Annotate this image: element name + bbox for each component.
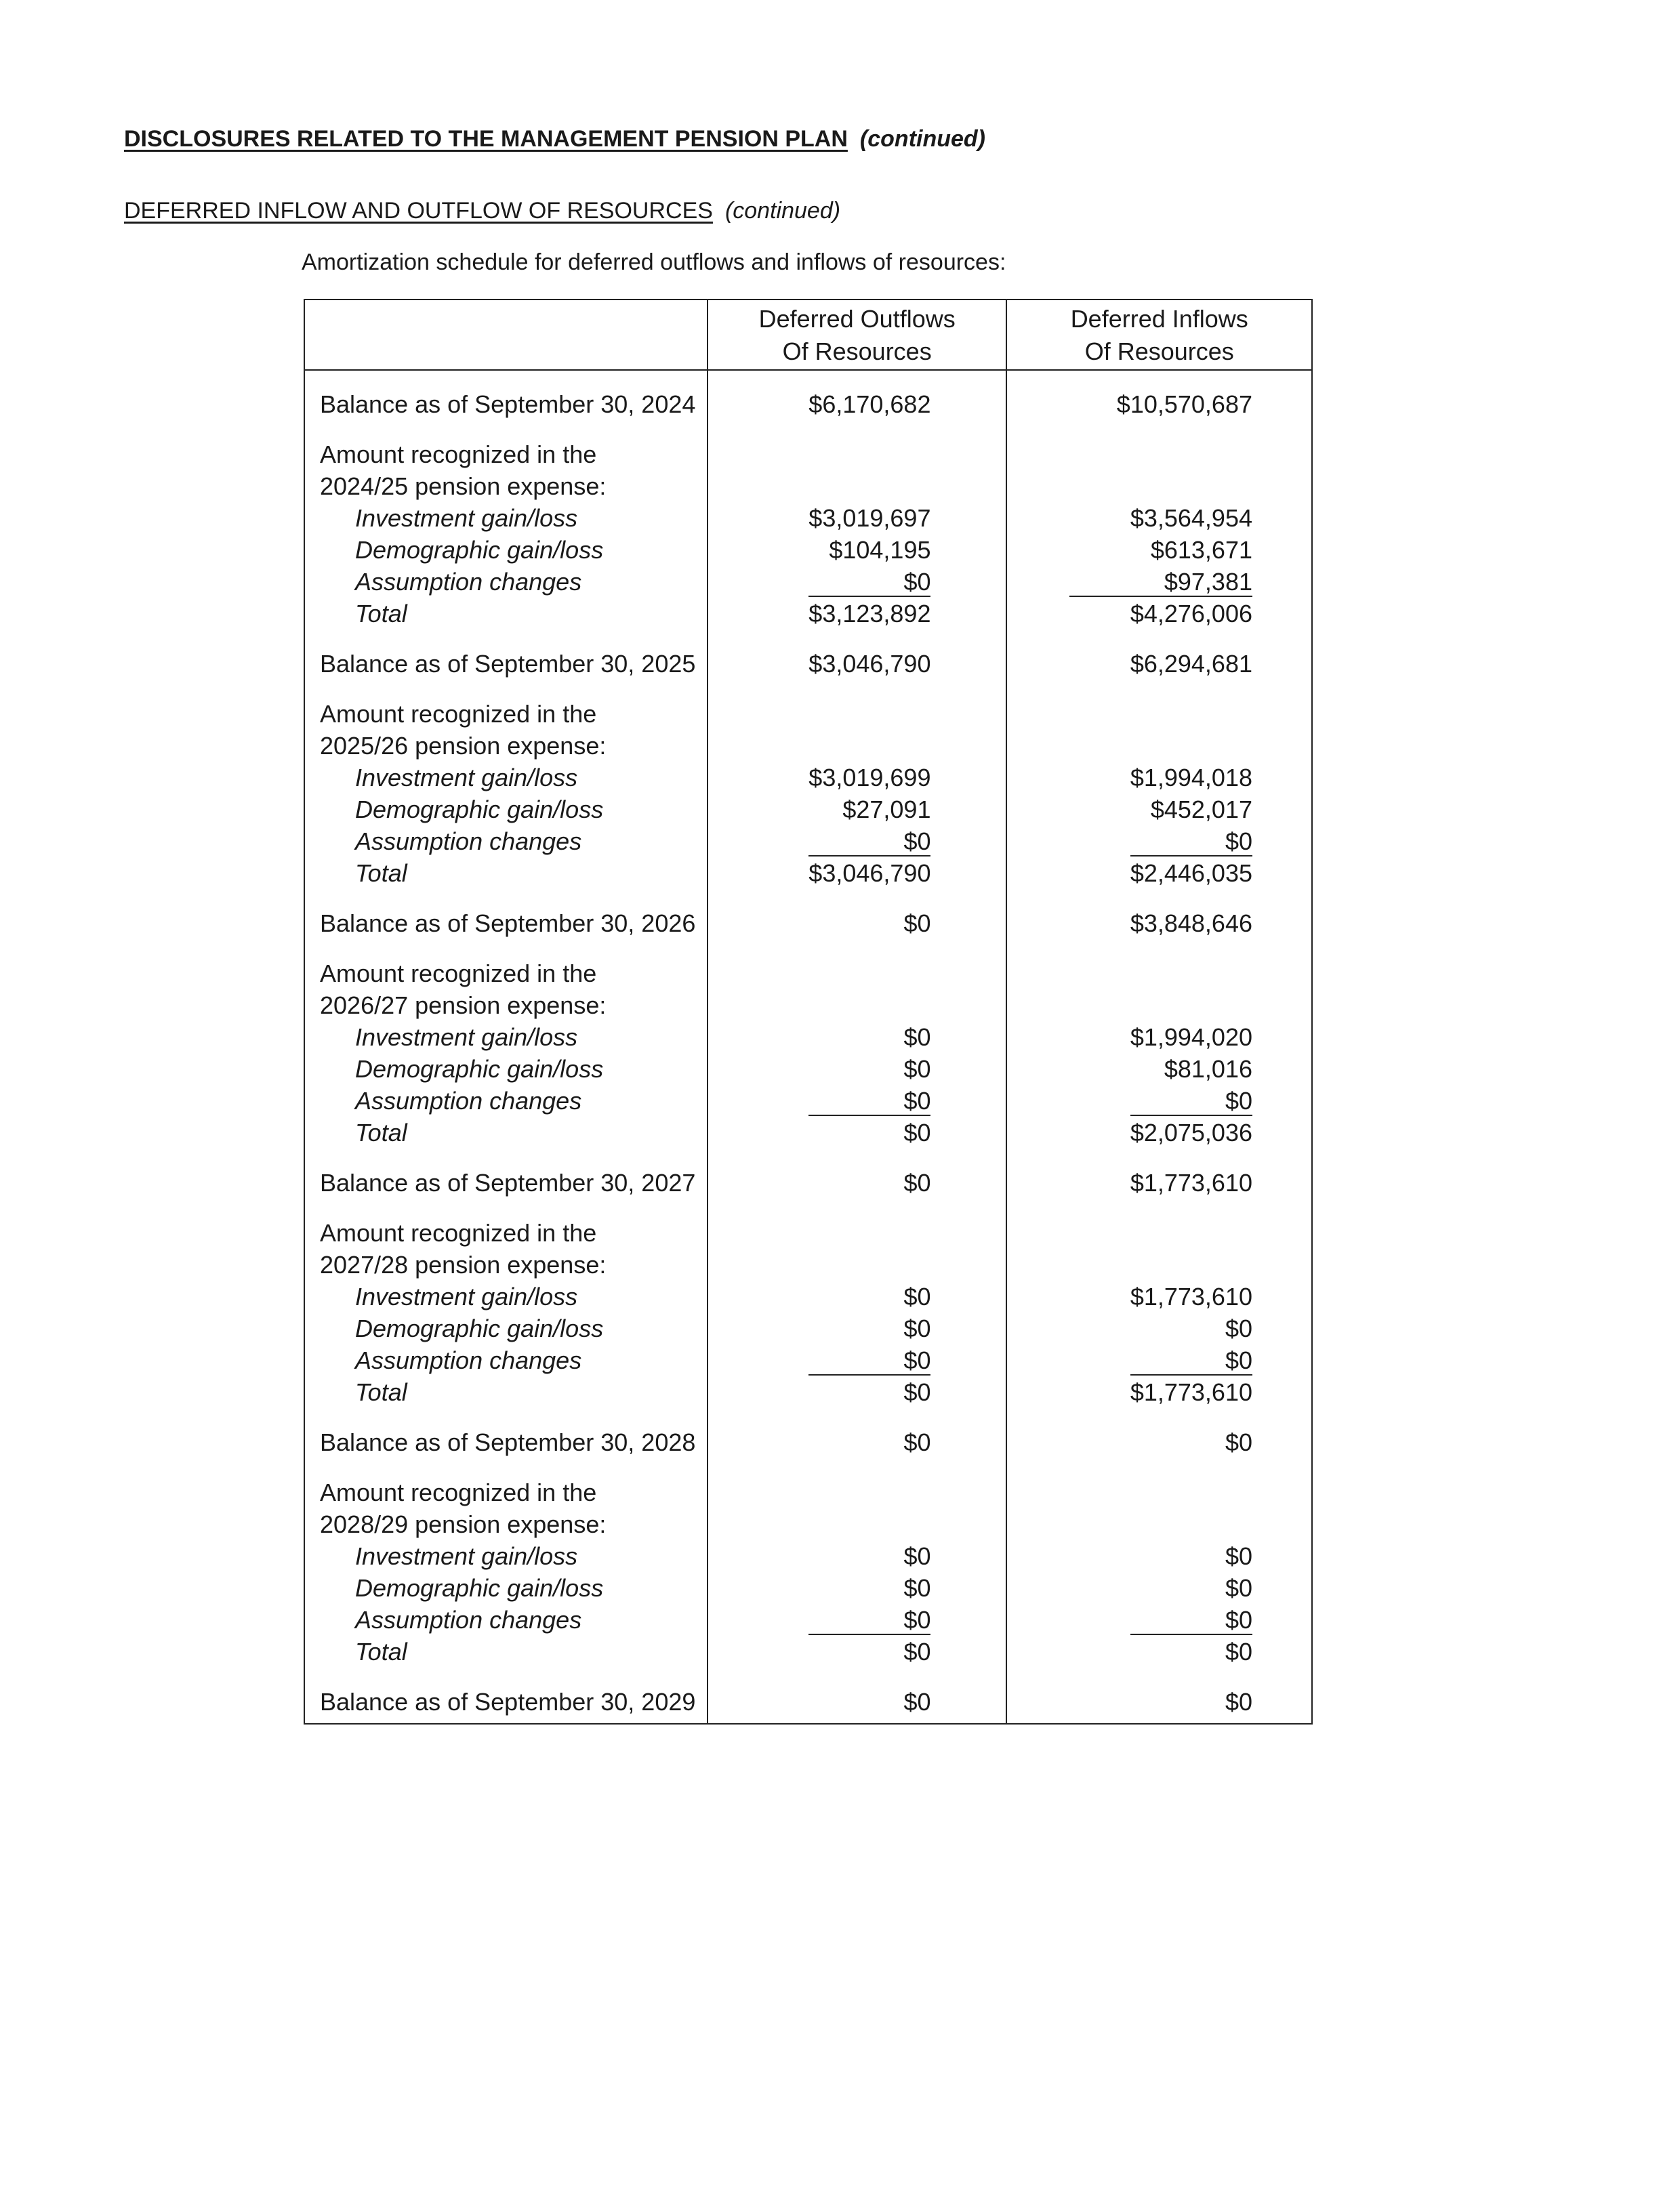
spacer [1008,470,1311,502]
amount-label-line1: Amount recognized in the [320,440,597,468]
demographic-label: Demographic gain/loss [355,1315,604,1342]
total-inflow-value: $2,075,036 [1130,1119,1252,1147]
investment-outflow-value: $0 [903,1023,931,1051]
amount-block-row [304,940,1312,1149]
demographic-outflow-value: $104,195 [829,536,931,564]
balance-outflow-value: $3,046,790 [808,650,931,678]
balance-label: Balance as of September 30, 2028 [320,1428,696,1456]
amount-block-row [304,421,1312,630]
spacer [1008,1249,1311,1281]
assumption-inflow [1008,566,1311,598]
amount-label-cell [304,421,708,630]
balance-outflow-cell [708,370,1007,421]
spacer [709,1508,1006,1540]
balance-row [304,630,1312,680]
total-outflow-value: $3,046,790 [808,859,931,887]
amount-outflow-cell [708,1199,1007,1409]
demographic-label: Demographic gain/loss [355,536,604,564]
investment-inflow-value: $1,773,610 [1130,1283,1252,1310]
balance-label: Balance as of September 30, 2027 [320,1169,696,1197]
assumption-label: Assumption changes [355,1087,582,1115]
investment-outflow-value: $0 [903,1542,931,1570]
amount-inflow-cell [1006,421,1312,630]
amount-outflow-cell [708,1459,1007,1668]
assumption-label: Assumption changes [355,827,582,855]
demographic-label: Demographic gain/loss [355,796,604,823]
investment-outflow-value: $3,019,697 [808,504,931,532]
assumption-outflow [709,1344,1006,1376]
total-inflow-value: $4,276,006 [1130,600,1252,627]
balance-outflow-cell [708,630,1007,680]
page-title-text: DISCLOSURES RELATED TO THE MANAGEMENT PENSION PLAN [124,126,848,152]
investment-label: Investment gain/loss [355,764,578,791]
investment-label: Investment gain/loss [355,1023,578,1051]
final-balance-inflow-value: $0 [1225,1688,1252,1716]
spacer [1008,1477,1311,1508]
assumption-outflow-value: $0 [808,569,930,597]
section-title [124,198,840,224]
assumption-outflow-value: $0 [808,828,930,856]
assumption-outflow-value: $0 [808,1347,930,1376]
header-inflows-line2: Of Resources [1084,337,1234,365]
amount-outflow-cell [708,940,1007,1149]
final-balance-inflow-cell [1006,1668,1312,1724]
total-outflow-value: $0 [903,1638,931,1666]
balance-outflow-cell [708,890,1007,940]
balance-row [304,1409,1312,1459]
intro-text: Amortization schedule for deferred outflows and inflows of resources: [302,249,1006,275]
investment-label: Investment gain/loss [355,504,578,532]
header-deferred-inflows [1006,300,1312,370]
spacer [709,1249,1006,1281]
balance-label-cell [304,1409,708,1459]
balance-label-cell [304,890,708,940]
assumption-outflow [709,1085,1006,1117]
amount-label-line2: 2026/27 pension expense: [320,991,607,1019]
amount-label-cell [304,1459,708,1668]
assumption-inflow-value: $0 [1130,1347,1252,1376]
spacer [1008,698,1311,730]
header-inflows-line1: Deferred Inflows [1070,305,1248,333]
final-balance-label: Balance as of September 30, 2029 [320,1688,696,1716]
amount-inflow-cell [1006,680,1312,890]
amount-label-cell [304,940,708,1149]
demographic-outflow-value: $27,091 [842,796,931,823]
balance-inflow-cell [1006,890,1312,940]
spacer [709,470,1006,502]
demographic-outflow-value: $0 [903,1055,931,1083]
section-title-text: DEFERRED INFLOW AND OUTFLOW OF RESOURCES [124,198,713,224]
assumption-inflow-value: $97,381 [1069,569,1252,597]
spacer [709,989,1006,1021]
balance-outflow-cell [708,1409,1007,1459]
demographic-inflow-value: $452,017 [1150,796,1252,823]
spacer [1008,957,1311,989]
assumption-outflow [709,1604,1006,1636]
demographic-outflow-value: $0 [903,1574,931,1602]
assumption-outflow [709,825,1006,857]
balance-label-cell [304,370,708,421]
assumption-inflow-value: $0 [1130,1088,1252,1116]
investment-outflow-value: $3,019,699 [808,764,931,791]
investment-inflow-value: $3,564,954 [1130,504,1252,532]
spacer [709,1217,1006,1249]
amount-block-row [304,1199,1312,1409]
total-outflow-value: $0 [903,1378,931,1406]
balance-label-cell [304,1149,708,1199]
balance-inflow-value: $3,848,646 [1130,909,1252,937]
balance-inflow-value: $1,773,610 [1130,1169,1252,1197]
header-outflows-line2: Of Resources [782,337,932,365]
demographic-outflow-value: $0 [903,1315,931,1342]
balance-row [304,370,1312,421]
balance-label-cell [304,630,708,680]
assumption-inflow [1008,1344,1311,1376]
assumption-inflow-value: $0 [1130,828,1252,856]
amount-label-line2: 2024/25 pension expense: [320,472,607,500]
amount-label-line1: Amount recognized in the [320,700,597,728]
assumption-inflow [1008,1604,1311,1636]
assumption-label: Assumption changes [355,1606,582,1634]
amount-label-cell [304,1199,708,1409]
final-balance-row [304,1668,1312,1724]
total-label: Total [355,1378,407,1406]
header-deferred-outflows [708,300,1007,370]
assumption-inflow [1008,825,1311,857]
assumption-inflow-value: $0 [1130,1607,1252,1635]
balance-outflow-value: $0 [903,1428,931,1456]
amount-label-line1: Amount recognized in the [320,1479,597,1506]
header-outflows-line1: Deferred Outflows [758,305,956,333]
amount-block-row [304,680,1312,890]
assumption-outflow-value: $0 [808,1088,930,1116]
total-inflow-value: $0 [1225,1638,1252,1666]
balance-inflow-cell [1006,630,1312,680]
investment-inflow-value: $1,994,018 [1130,764,1252,791]
balance-inflow-value: $10,570,687 [1116,390,1252,418]
spacer [1008,1508,1311,1540]
demographic-inflow-value: $81,016 [1164,1055,1252,1083]
amount-label-line2: 2025/26 pension expense: [320,732,607,760]
page-title-suffix: (continued) [859,126,985,152]
balance-inflow-cell [1006,1409,1312,1459]
final-balance-outflow-cell [708,1668,1007,1724]
total-outflow-value: $3,123,892 [808,600,931,627]
amount-label-line1: Amount recognized in the [320,959,597,987]
table-header-row [304,300,1312,370]
final-balance-label-cell [304,1668,708,1724]
balance-label: Balance as of September 30, 2024 [320,390,696,418]
spacer [709,1477,1006,1508]
balance-inflow-cell [1006,1149,1312,1199]
balance-inflow-value: $0 [1225,1428,1252,1456]
amortization-schedule-table [304,299,1313,1725]
demographic-inflow-value: $0 [1225,1315,1252,1342]
investment-outflow-value: $0 [903,1283,931,1310]
total-label: Total [355,600,407,627]
spacer [709,730,1006,762]
spacer [709,438,1006,470]
investment-inflow-value: $1,994,020 [1130,1023,1252,1051]
amount-outflow-cell [708,421,1007,630]
investment-inflow-value: $0 [1225,1542,1252,1570]
demographic-inflow-value: $0 [1225,1574,1252,1602]
spacer [1008,730,1311,762]
amount-outflow-cell [708,680,1007,890]
total-outflow-value: $0 [903,1119,931,1147]
assumption-outflow [709,566,1006,598]
spacer [1008,1217,1311,1249]
amount-inflow-cell [1006,940,1312,1149]
balance-outflow-value: $0 [903,909,931,937]
balance-inflow-value: $6,294,681 [1130,650,1252,678]
spacer [709,957,1006,989]
assumption-inflow [1008,1085,1311,1117]
balance-outflow-value: $0 [903,1169,931,1197]
total-inflow-value: $1,773,610 [1130,1378,1252,1406]
amount-label-line2: 2028/29 pension expense: [320,1510,607,1538]
schedule-body [304,370,1312,1724]
balance-inflow-cell [1006,370,1312,421]
spacer [1008,989,1311,1021]
spacer [709,698,1006,730]
total-inflow-value: $2,446,035 [1130,859,1252,887]
final-balance-outflow-value: $0 [903,1688,931,1716]
section-title-suffix: (continued) [724,198,841,224]
page-title [124,126,985,152]
assumption-label: Assumption changes [355,1346,582,1374]
demographic-inflow-value: $613,671 [1150,536,1252,564]
investment-label: Investment gain/loss [355,1542,578,1570]
header-blank-cell [304,300,708,370]
balance-row [304,1149,1312,1199]
balance-label: Balance as of September 30, 2025 [320,650,696,678]
assumption-label: Assumption changes [355,568,582,596]
total-label: Total [355,1119,407,1147]
amount-label-line2: 2027/28 pension expense: [320,1251,607,1279]
demographic-label: Demographic gain/loss [355,1055,604,1083]
balance-row [304,890,1312,940]
demographic-label: Demographic gain/loss [355,1574,604,1602]
balance-label: Balance as of September 30, 2026 [320,909,696,937]
amount-label-line1: Amount recognized in the [320,1219,597,1247]
amount-label-cell [304,680,708,890]
spacer [1008,438,1311,470]
balance-outflow-cell [708,1149,1007,1199]
amount-block-row [304,1459,1312,1668]
amount-inflow-cell [1006,1459,1312,1668]
assumption-outflow-value: $0 [808,1607,930,1635]
investment-label: Investment gain/loss [355,1283,578,1310]
total-label: Total [355,1638,407,1666]
amount-inflow-cell [1006,1199,1312,1409]
total-label: Total [355,859,407,887]
balance-outflow-value: $6,170,682 [808,390,931,418]
